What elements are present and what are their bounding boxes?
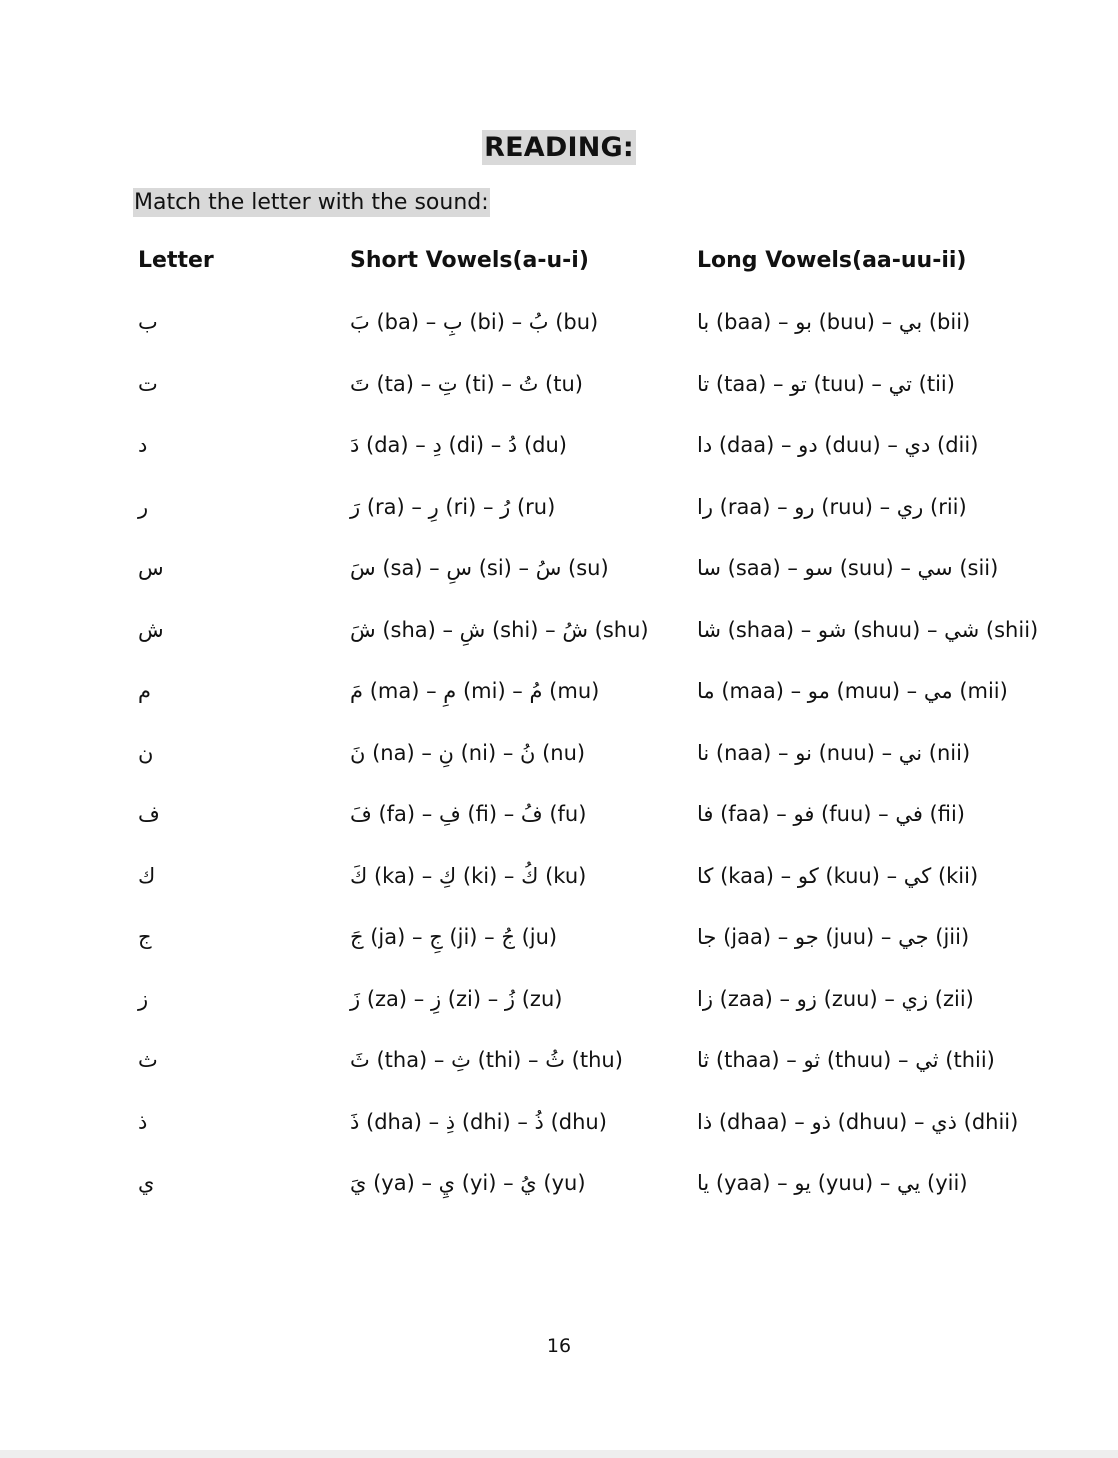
table-row	[0, 1046, 1118, 1108]
table-row	[0, 308, 1118, 370]
long-vowel-cell: جا (jaa) – جو (juu) – جي (jii)	[697, 925, 970, 949]
letter-table	[0, 308, 1118, 1231]
letter-cell: ن	[138, 740, 154, 765]
long-vowel-cell: شا (shaa) – شو (shuu) – شي (shii)	[697, 617, 1039, 642]
table-row	[0, 677, 1118, 739]
short-vowel-cell: شَ (sha) – شِ (shi) – شُ (shu)	[350, 617, 649, 642]
table-row	[0, 616, 1118, 678]
short-vowel-cell: سَ (sa) – سِ (si) – سُ (su)	[350, 556, 609, 580]
table-row	[0, 1169, 1118, 1231]
table-row	[0, 493, 1118, 555]
table-row	[0, 923, 1118, 985]
short-vowel-cell: تَ (ta) – تِ (ti) – تُ (tu)	[350, 371, 583, 396]
letter-cell: س	[138, 556, 164, 580]
letter-cell: م	[138, 679, 152, 703]
long-vowel-cell: ذا (dhaa) – ذو (dhuu) – ذي (dhii)	[697, 1109, 1019, 1134]
long-vowel-cell: كا (kaa) – كو (kuu) – كي (kii)	[697, 863, 979, 888]
long-vowel-cell: دا (daa) – دو (duu) – دي (dii)	[697, 433, 979, 457]
page-title	[0, 132, 1118, 163]
long-vowel-cell: ثا (thaa) – ثو (thuu) – ثي (thii)	[697, 1048, 995, 1072]
header-long-vowels: Long Vowels(aa-uu-ii)	[697, 248, 967, 273]
long-vowel-cell: ما (maa) – مو (muu) – مي (mii)	[697, 679, 1008, 703]
letter-cell: ت	[138, 371, 158, 396]
short-vowel-cell: رَ (ra) – رِ (ri) – رُ (ru)	[350, 494, 556, 519]
table-row	[0, 431, 1118, 493]
short-vowel-cell: ثَ (tha) – ثِ (thi) – ثُ (thu)	[350, 1048, 623, 1072]
short-vowel-cell: جَ (ja) – جِ (ji) – جُ (ju)	[350, 925, 558, 949]
letter-cell: ر	[138, 494, 149, 519]
table-row	[0, 370, 1118, 432]
long-vowel-cell: زا (zaa) – زو (zuu) – زي (zii)	[697, 986, 974, 1011]
long-vowel-cell: نا (naa) – نو (nuu) – ني (nii)	[697, 740, 971, 765]
header-short-vowels: Short Vowels(a-u-i)	[350, 248, 589, 273]
letter-cell: ي	[138, 1171, 155, 1195]
short-vowel-cell: دَ (da) – دِ (di) – دُ (du)	[350, 433, 567, 457]
letter-cell: ش	[138, 617, 164, 642]
letter-cell: د	[138, 433, 148, 457]
long-vowel-cell: يا (yaa) – يو (yuu) – يي (yii)	[697, 1171, 968, 1195]
table-header	[0, 248, 1118, 278]
table-row	[0, 985, 1118, 1047]
short-vowel-cell: فَ (fa) – فِ (fi) – فُ (fu)	[350, 802, 587, 826]
short-vowel-cell: بَ (ba) – بِ (bi) – بُ (bu)	[350, 310, 599, 334]
page-title-text: READING:	[484, 132, 634, 163]
letter-cell: ز	[138, 986, 149, 1011]
header-letter: Letter	[138, 248, 214, 273]
short-vowel-cell: زَ (za) – زِ (zi) – زُ (zu)	[350, 986, 563, 1011]
short-vowel-cell: يَ (ya) – يِ (yi) – يُ (yu)	[350, 1171, 586, 1195]
letter-cell: ك	[138, 863, 156, 888]
letter-cell: ف	[138, 802, 160, 826]
table-row	[0, 862, 1118, 924]
long-vowel-cell: را (raa) – رو (ruu) – ري (rii)	[697, 494, 967, 519]
long-vowel-cell: تا (taa) – تو (tuu) – تي (tii)	[697, 371, 955, 396]
page-number: 16	[546, 1335, 572, 1357]
long-vowel-cell: سا (saa) – سو (suu) – سي (sii)	[697, 556, 999, 580]
long-vowel-cell: با (baa) – بو (buu) – بي (bii)	[697, 310, 971, 334]
table-row	[0, 1108, 1118, 1170]
letter-cell: ج	[138, 925, 152, 949]
short-vowel-cell: كَ (ka) – كِ (ki) – كُ (ku)	[350, 863, 587, 888]
short-vowel-cell: مَ (ma) – مِ (mi) – مُ (mu)	[350, 679, 600, 703]
letter-cell: ذ	[138, 1109, 148, 1134]
short-vowel-cell: نَ (na) – نِ (ni) – نُ (nu)	[350, 740, 586, 765]
letter-cell: ث	[138, 1048, 158, 1072]
table-row	[0, 554, 1118, 616]
table-row	[0, 739, 1118, 801]
instruction	[133, 190, 490, 215]
page-bottom-edge	[0, 1450, 1118, 1458]
instruction-text: Match the letter with the sound:	[134, 190, 489, 215]
table-row	[0, 800, 1118, 862]
short-vowel-cell: ذَ (dha) – ذِ (dhi) – ذُ (dhu)	[350, 1109, 607, 1134]
letter-cell: ب	[138, 310, 158, 334]
long-vowel-cell: فا (faa) – فو (fuu) – في (fii)	[697, 802, 965, 826]
